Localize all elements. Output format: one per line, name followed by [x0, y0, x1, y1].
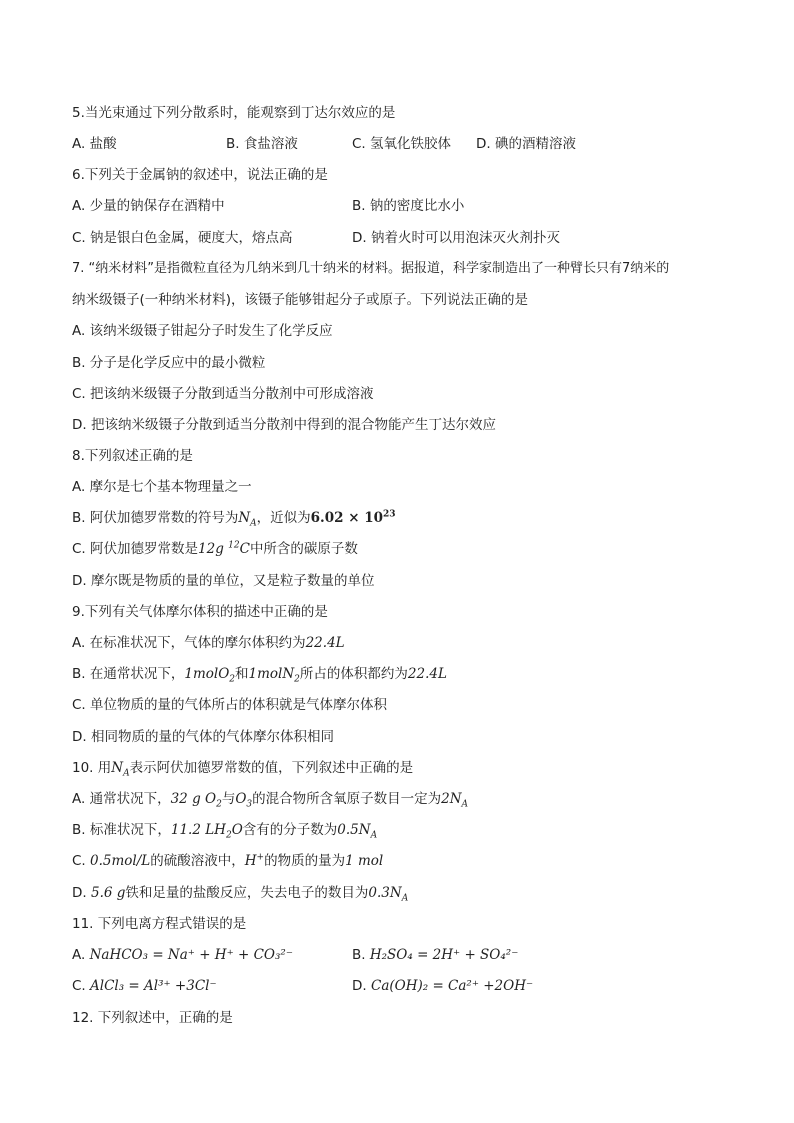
ionization-equation: H₂SO₄ = 2H⁺ + SO₄²⁻ — [369, 947, 519, 963]
question-8-option-b — [72, 509, 396, 527]
question-7-option-a: A. 该纳米级镊子钳起分子时发生了化学反应 — [72, 323, 333, 339]
question-9-option-b — [72, 665, 447, 683]
molecule-count: $0.5N_A$ — [337, 822, 378, 841]
question-6-option-c: C. 钠是银白色金属，硬度大，熔点高 — [72, 230, 293, 246]
option-text: 铁和足量的盐酸反应，失去电子的数目为 — [125, 885, 369, 901]
question-11-option-d — [352, 977, 533, 995]
volume-value: 22.4L — [407, 666, 447, 682]
question-10-stem — [72, 759, 413, 777]
question-6-option-b: B. 钠的密度比水小 — [352, 198, 465, 214]
option-text: 含有的分子数为 — [242, 822, 338, 838]
option-text: B. 标准状况下， — [72, 822, 171, 838]
option-label: B. — [352, 947, 370, 963]
option-text: ，近似为 — [256, 510, 311, 526]
water-volume: 11.2 $LH_2O$ — [170, 822, 243, 841]
question-11-option-c — [72, 977, 217, 995]
option-text: 和 — [235, 666, 249, 682]
question-7-option-d: D. 把该纳米级镊子分散到适当分散剂中得到的混合物能产生丁达尔效应 — [72, 417, 496, 433]
option-text: B. 阿伏加德罗常数的符号为 — [72, 510, 239, 526]
option-text: 的混合物所含氧原子数目一定为 — [252, 791, 442, 807]
avogadro-symbol: $N_A$ — [238, 510, 257, 529]
question-6-stem: 6.下列关于金属钠的叙述中，说法正确的是 — [72, 167, 328, 183]
question-5-option-d: D. 碘的酒精溶液 — [476, 136, 576, 152]
question-5-option-c: C. 氢氧化铁胶体 — [352, 136, 452, 152]
question-10-option-c — [72, 852, 383, 870]
avogadro-symbol: $N_A$ — [111, 760, 130, 779]
oxygen-amount: 1molO$_2$ — [184, 666, 235, 685]
question-9-stem: 9.下列有关气体摩尔体积的描述中正确的是 — [72, 604, 328, 620]
iron-mass: 5.6 g — [90, 885, 126, 901]
atom-count: $2N_A$ — [441, 791, 469, 810]
concentration: 0.5mol/L — [90, 853, 151, 869]
ionization-equation: NaHCO₃ = Na⁺ + H⁺ + CO₃²⁻ — [89, 947, 293, 963]
question-7-option-b: B. 分子是化学反应中的最小微粒 — [72, 355, 266, 371]
option-text: D. — [72, 885, 91, 901]
option-text: 的物质的量为 — [264, 853, 346, 869]
stem-text: 表示阿伏加德罗常数的值，下列叙述中正确的是 — [129, 760, 414, 776]
question-6-option-d: D. 钠着火时可以用泡沫灭火剂扑灭 — [352, 230, 560, 246]
hydrogen-ion: H+ — [244, 852, 265, 869]
option-label: D. — [352, 978, 371, 994]
oxygen-mass: 32 g $O_2$ — [170, 791, 222, 810]
ionization-equation: AlCl₃ = Al³⁺ +3Cl⁻ — [90, 978, 217, 994]
option-text: A. 通常状况下， — [72, 791, 171, 807]
avogadro-value: $6.02 \times 10^{23}$ — [310, 509, 396, 526]
question-10-option-d — [72, 884, 408, 902]
question-11-option-b — [352, 946, 518, 964]
molar-volume-value: 22.4L — [305, 635, 345, 651]
question-10-option-a — [72, 790, 468, 808]
option-label: C. — [72, 978, 91, 994]
option-text: B. 在通常状况下， — [72, 666, 185, 682]
question-10-option-b — [72, 821, 377, 839]
carbon-12-mass: 12g $^{12}$C — [198, 540, 250, 557]
option-text: C. — [72, 853, 91, 869]
ozone-formula: $O_3$ — [235, 791, 253, 810]
question-8-stem: 8.下列叙述正确的是 — [72, 448, 193, 464]
question-12-stem: 12. 下列叙述中，正确的是 — [72, 1010, 233, 1026]
question-7-option-c: C. 把该纳米级镊子分散到适当分散剂中可形成溶液 — [72, 386, 374, 402]
option-text: C. 阿伏加德罗常数是 — [72, 541, 199, 557]
question-11-stem: 11. 下列电离方程式错误的是 — [72, 916, 247, 932]
option-text: 所占的体积都约为 — [299, 666, 408, 682]
question-5-stem: 5.当光束通过下列分散系时，能观察到丁达尔效应的是 — [72, 105, 396, 121]
question-9-option-c: C. 单位物质的量的气体所占的体积就是气体摩尔体积 — [72, 697, 388, 713]
option-text: 中所含的碳原子数 — [249, 541, 358, 557]
question-7-stem-line2: 纳米级镊子(一种纳米材料)，该镊子能够钳起分子或原子。下列说法正确的是 — [72, 292, 529, 308]
question-9-option-d: D. 相同物质的量的气体的气体摩尔体积相同 — [72, 729, 334, 745]
question-8-option-c — [72, 540, 358, 558]
nitrogen-amount: 1molN$_2$ — [248, 666, 300, 685]
option-label: A. — [72, 947, 90, 963]
question-11-option-a — [72, 946, 293, 964]
question-8-option-a: A. 摩尔是七个基本物理量之一 — [72, 479, 252, 495]
option-text: 与 — [221, 791, 236, 807]
ionization-equation: Ca(OH)₂ = Ca²⁺ +2OH⁻ — [370, 978, 534, 994]
question-6-option-a: A. 少量的钠保存在酒精中 — [72, 198, 225, 214]
question-5-option-a: A. 盐酸 — [72, 136, 117, 152]
stem-text: 10. 用 — [72, 760, 112, 776]
amount-value: 1 mol — [345, 853, 384, 869]
option-text: A. 在标准状况下，气体的摩尔体积约为 — [72, 635, 306, 651]
question-8-option-d: D. 摩尔既是物质的量的单位，又是粒子数量的单位 — [72, 573, 375, 589]
question-7-stem-line1: 7. “纳米材料”是指微粒直径为几纳米到几十纳米的材料。据报道，科学家制造出了一种臂长只有7纳米的 — [72, 261, 670, 276]
option-text: 的硫酸溶液中， — [150, 853, 245, 869]
question-5-option-b: B. 食盐溶液 — [226, 136, 298, 152]
question-9-option-a — [72, 634, 345, 652]
electron-count: $0.3N_A$ — [368, 885, 409, 904]
